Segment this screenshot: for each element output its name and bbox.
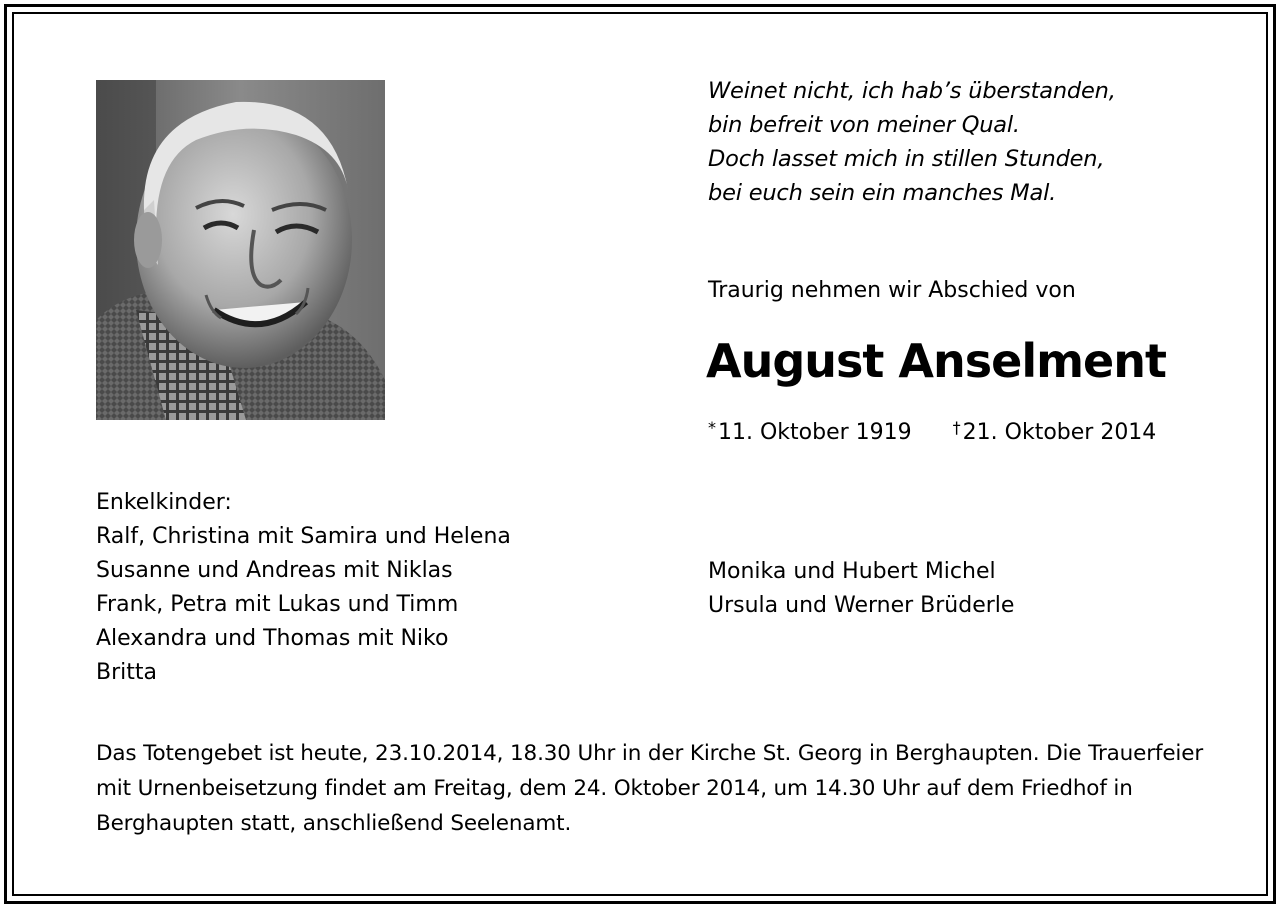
farewell-line: Traurig nehmen wir Abschied von	[708, 278, 1076, 303]
portrait-photo	[96, 80, 385, 420]
grandchildren-line: Britta	[96, 660, 157, 685]
grandchildren-line: Frank, Petra mit Lukas und Timm	[96, 592, 459, 617]
grandchildren-line: Susanne und Andreas mit Niklas	[96, 558, 453, 583]
children-line: Ursula und Werner Brüderle	[708, 593, 1015, 618]
birth-date: 11. Oktober 1919	[718, 420, 912, 445]
poem	[708, 74, 1116, 210]
death-symbol: †	[952, 418, 961, 437]
death-date: 21. Oktober 2014	[962, 420, 1157, 445]
service-notice: Das Totengebet ist heute, 23.10.2014, 18.30 Uhr in der Kirche St. Georg in Berghaupten. Die Trauerfeier mit Urnenbeisetzung findet am Freitag, dem 24. Oktober 2014, um 14.30 Uhr auf dem Friedhof in Berghaupten statt, anschließend Seelenamt.	[96, 741, 1204, 836]
poem-line: bin befreit von meiner Qual.	[708, 112, 1020, 138]
children-list	[708, 555, 1014, 623]
grandchildren-heading: Enkelkinder:	[96, 490, 232, 515]
grandchildren-list	[96, 486, 511, 690]
poem-line: Doch lasset mich in stillen Stunden,	[708, 146, 1105, 172]
grandchildren-line: Ralf, Christina mit Samira und Helena	[96, 524, 511, 549]
birth-symbol: *	[708, 418, 716, 437]
life-dates	[708, 418, 1156, 445]
children-line: Monika und Hubert Michel	[708, 559, 996, 584]
poem-line: Weinet nicht, ich hab’s überstanden,	[708, 78, 1116, 104]
poem-line: bei euch sein ein manches Mal.	[708, 180, 1057, 206]
deceased-name: August Anselment	[706, 334, 1166, 388]
grandchildren-line: Alexandra und Thomas mit Niko	[96, 626, 449, 651]
